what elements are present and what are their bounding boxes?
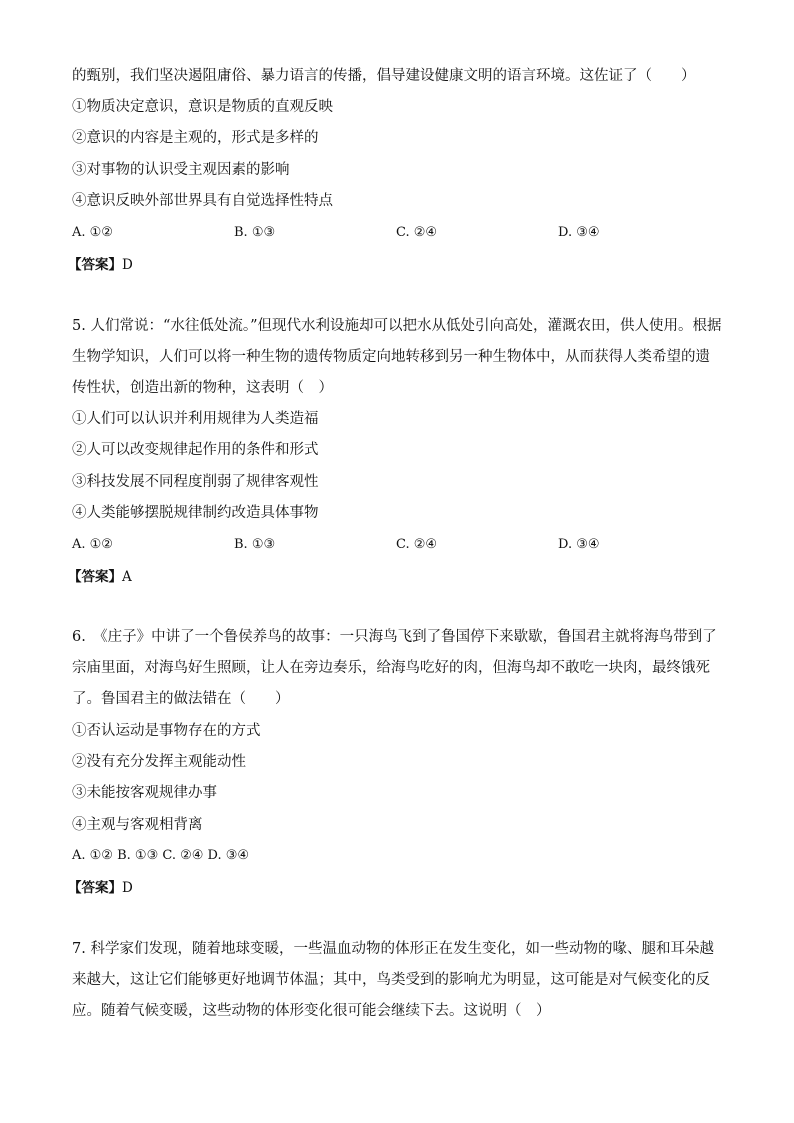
q4-item-1: ①物质决定意识，意识是物质的直观反映 (72, 99, 333, 115)
q4-answer-tag: 【答案】 (68, 257, 122, 273)
q6-item-4: ④主观与客观相背离 (72, 817, 203, 833)
q4-item-2: ②意识的内容是主观的，形式是多样的 (72, 130, 319, 146)
q6-stem: 6. 《庄子》中讲了一个鲁侯养鸟的故事：一只海鸟飞到了鲁国停下来歇歇，鲁国君主就将海鸟带到了宗庙里面，对海鸟好生照顾，让人在旁边奏乐，给海鸟吃好的肉，但海鸟却不敢吃一块肉，最终饿死了。鲁国君主的做法错在（ ） (72, 629, 717, 707)
q6-item-1: ①否认运动是事物存在的方式 (72, 723, 261, 739)
q4-option-c: C. ②④ (396, 225, 438, 240)
q4-answer-value: D (122, 257, 133, 273)
q4-options (72, 225, 722, 245)
q4-item-3: ③对事物的认识受主观因素的影响 (72, 162, 290, 178)
q5-answer-value: A (122, 569, 132, 585)
q5-item-4: ④人类能够摆脱规律制约改造具体事物 (72, 505, 319, 521)
q5-option-c: C. ②④ (396, 537, 438, 552)
q5-item-1: ①人们可以认识并利用规律为人类造福 (72, 411, 319, 427)
q6-item-3: ③未能按客观规律办事 (72, 785, 217, 801)
q4-option-a: A. ①② (72, 225, 113, 240)
q6-options (72, 848, 722, 868)
q5-item-3: ③科技发展不同程度削弱了规律客观性 (72, 474, 319, 490)
q6-answer-value: D (122, 880, 133, 896)
q4-option-b: B. ①③ (234, 225, 276, 240)
q6-item-2: ②没有充分发挥主观能动性 (72, 754, 246, 770)
q6-answer (68, 878, 133, 898)
q5-item-2: ②人可以改变规律起作用的条件和形式 (72, 442, 319, 458)
q5-option-a: A. ①② (72, 537, 113, 552)
q4-item-4: ④意识反映外部世界具有自觉选择性特点 (72, 193, 333, 209)
q5-stem: 5. 人们常说：“水往低处流。”但现代水利设施却可以把水从低处引向高处，灌溉农田，供人使用。根据生物学知识，人们可以将一种生物的遗传物质定向地转移到另一种生物体中，从而获得人类希望的遗传性状，创造出新的物种，这表明（ ） (72, 318, 722, 396)
q4-answer (68, 255, 133, 275)
q5-option-b: B. ①③ (234, 537, 276, 552)
q7-stem: 7. 科学家们发现，随着地球变暖，一些温血动物的体形正在发生变化，如一些动物的喙、腿和耳朵越来越大，这让它们能够更好地调节体温；其中，鸟类受到的影响尤为明显，这可能是对气候变化的反应。随着气候变暖，这些动物的体形变化很可能会继续下去。这说明（ ） (72, 941, 714, 1019)
q4-stem-tail: 的甄别，我们坚决遏阻庸俗、暴力语言的传播，倡导建设健康文明的语言环境。这佐证了（ ） (72, 68, 696, 84)
q5-options (72, 537, 722, 557)
q4-option-d: D. ③④ (558, 225, 600, 240)
q6-answer-tag: 【答案】 (68, 880, 122, 896)
q6-options-inline: A. ①② B. ①③ C. ②④ D. ③④ (72, 848, 250, 863)
q5-answer (68, 567, 132, 587)
q5-option-d: D. ③④ (558, 537, 600, 552)
q5-answer-tag: 【答案】 (68, 569, 122, 585)
